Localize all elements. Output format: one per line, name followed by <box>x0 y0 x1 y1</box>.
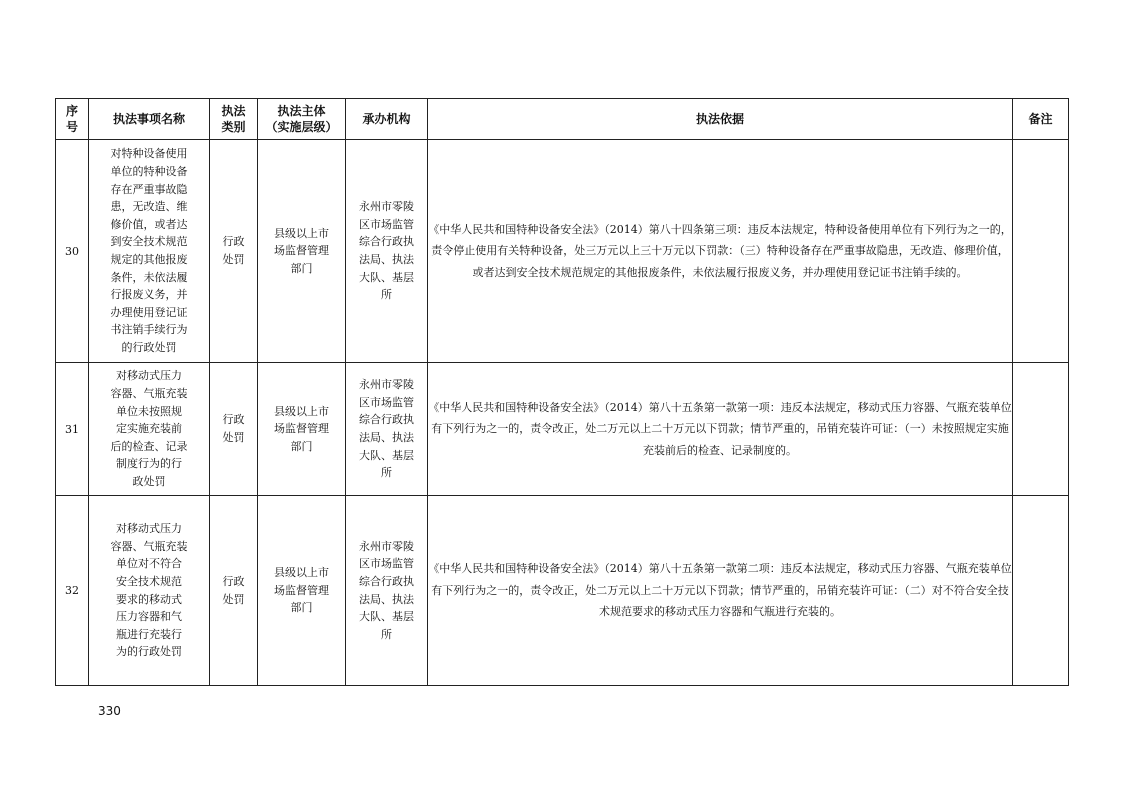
row-category: 行政 处罚 <box>210 140 258 363</box>
header-row <box>56 99 1069 140</box>
header-subject: 执法主体 （实施层级） <box>258 99 346 140</box>
header-category: 执法 类别 <box>210 99 258 140</box>
row-basis: 《中华人民共和国特种设备安全法》（2014）第八十五条第一款第一项：违反本法规定，移动式压力容器、气瓶充装单位有下列行为之一的，责令改正，处二万元以上二十万元以下罚款；情节严重的，吊销充装许可证：（一）未按照规定实施充装前后的检查、记录制度的。 <box>428 363 1013 496</box>
row-agency: 永州市零陵 区市场监管 综合行政执 法局、执法 大队、基层 所 <box>346 363 428 496</box>
header-name: 执法事项名称 <box>89 99 210 140</box>
row-seq: 31 <box>56 363 89 496</box>
header-seq: 序 号 <box>56 99 89 140</box>
table-row <box>56 496 1069 686</box>
row-basis: 《中华人民共和国特种设备安全法》（2014）第八十五条第一款第二项：违反本法规定，移动式压力容器、气瓶充装单位有下列行为之一的，责令改正，处二万元以上二十万元以下罚款；情节严重的，吊销充装许可证：（二）对不符合安全技术规范要求的移动式压力容器和气瓶进行充装的。 <box>428 496 1013 686</box>
row-basis: 《中华人民共和国特种设备安全法》（2014）第八十四条第三项：违反本法规定，特种设备使用单位有下列行为之一的，责令停止使用有关特种设备，处三万元以上三十万元以下罚款：（三）特种设备存在严重事故隐患，无改造、修理价值，或者达到安全技术规范规定的其他报废条件，未依法履行报废义务，并办理使用登记证书注销手续的。 <box>428 140 1013 363</box>
row-item-name: 对移动式压力 容器、气瓶充装 单位对不符合 安全技术规范 要求的移动式 压力容器和气 瓶进行充装行 为的行政处罚 <box>89 496 210 686</box>
row-remark <box>1013 363 1069 496</box>
row-item-name: 对移动式压力 容器、气瓶充装 单位未按照规 定实施充装前 后的检查、记录 制度行为的行 政处罚 <box>89 363 210 496</box>
row-agency: 永州市零陵 区市场监管 综合行政执 法局、执法 大队、基层 所 <box>346 140 428 363</box>
table-row <box>56 140 1069 363</box>
row-seq: 32 <box>56 496 89 686</box>
header-basis: 执法依据 <box>428 99 1013 140</box>
row-subject: 县级以上市 场监督管理 部门 <box>258 140 346 363</box>
header-remark: 备注 <box>1013 99 1069 140</box>
enforcement-table <box>55 98 1069 686</box>
row-seq: 30 <box>56 140 89 363</box>
table-row <box>56 363 1069 496</box>
row-subject: 县级以上市 场监督管理 部门 <box>258 363 346 496</box>
row-remark <box>1013 140 1069 363</box>
row-category: 行政 处罚 <box>210 496 258 686</box>
row-subject: 县级以上市 场监督管理 部门 <box>258 496 346 686</box>
row-remark <box>1013 496 1069 686</box>
header-agency: 承办机构 <box>346 99 428 140</box>
row-category: 行政 处罚 <box>210 363 258 496</box>
row-item-name: 对特种设备使用 单位的特种设备 存在严重事故隐 患，无改造、维 修价值，或者达 到安全技术规范 规定的其他报废 条件，未依法履 行报废义务，并 办理使用登记证 书注销手续行为 的行政处罚 <box>89 140 210 363</box>
row-agency: 永州市零陵 区市场监管 综合行政执 法局、执法 大队、基层 所 <box>346 496 428 686</box>
page-number: 330 <box>98 704 121 718</box>
